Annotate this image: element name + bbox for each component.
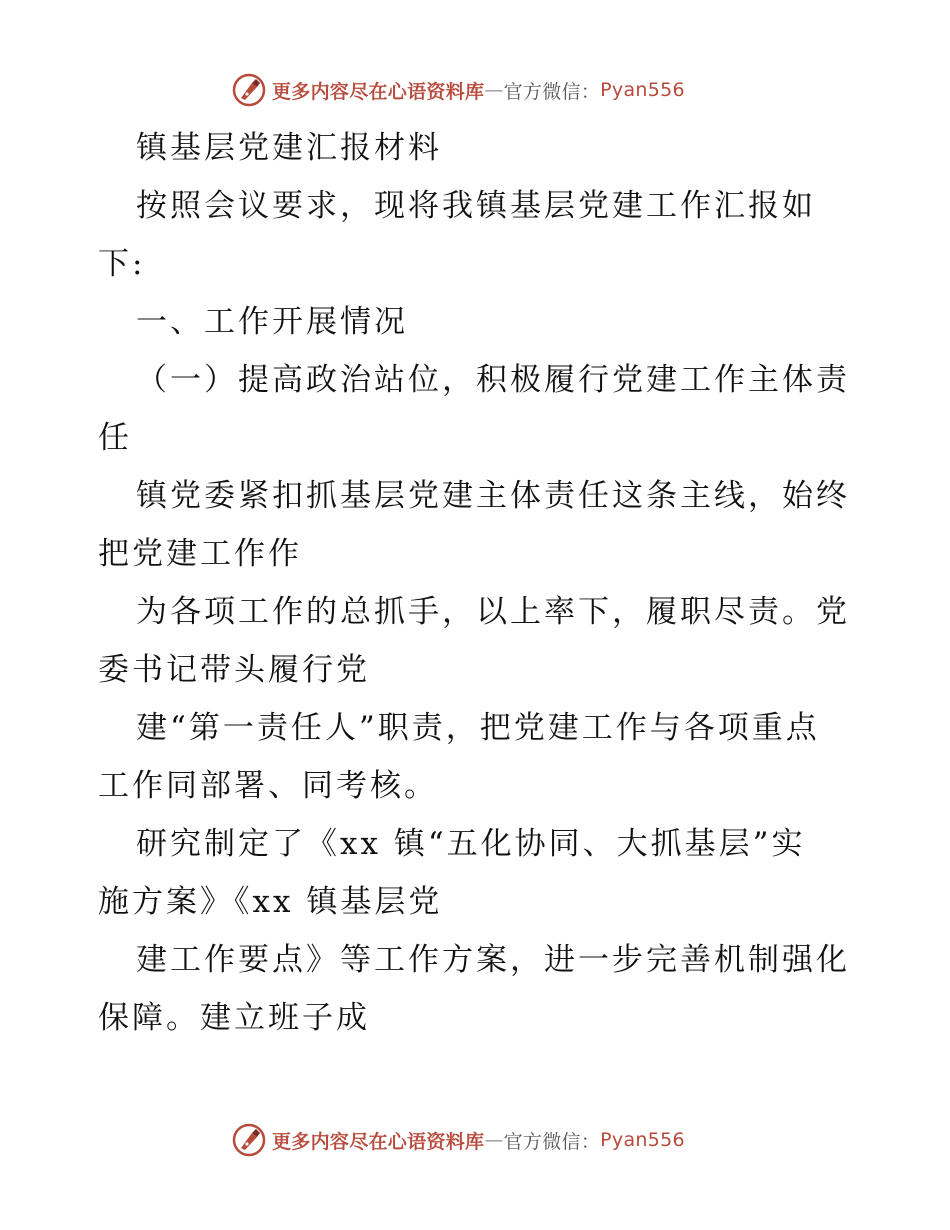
subsection-heading: （一）提高政治站位，积极履行党建工作主体责 (136, 362, 850, 398)
paragraph-line: 镇党委紧扣抓基层党建主体责任这条主线，始终 (136, 478, 850, 514)
watermark-wechat-id: Pyan556 (600, 79, 685, 101)
paragraph-line: 下: (98, 246, 146, 282)
paragraph-line: 建工作要点》等工作方案，进一步完善机制强化 (136, 942, 850, 978)
paragraph-line: 按照会议要求，现将我镇基层党建工作汇报如 (136, 188, 816, 224)
watermark-separator: — (484, 79, 504, 101)
paragraph-line: 研究制定了《xx 镇“五化协同、大抓基层”实 (136, 826, 806, 862)
watermark-main-text: 更多内容尽在心语资料库 (272, 1130, 485, 1153)
paragraph-line: 保障。建立班子成 (98, 1000, 370, 1036)
watermark-wechat-label: 官方微信： (503, 80, 601, 103)
paragraph-line: 把党建工作作 (98, 536, 302, 572)
watermark-main-text: 更多内容尽在心语资料库 (272, 80, 485, 103)
watermark-separator: — (484, 1129, 504, 1151)
paragraph-line: 施方案》《xx 镇基层党 (98, 884, 443, 920)
document-title: 镇基层党建汇报材料 (136, 130, 442, 166)
pen-nib-logo-icon (232, 1123, 266, 1157)
section-heading: 一、工作开展情况 (136, 304, 408, 340)
watermark-wechat-id: Pyan556 (600, 1129, 685, 1151)
document-body (98, 119, 858, 1047)
paragraph-line: 工作同部署、同考核。 (98, 768, 438, 804)
paragraph-line: 委书记带头履行党 (98, 652, 370, 688)
paragraph-line: 建“第一责任人”职责，把党建工作与各项重点 (136, 710, 820, 746)
footer-watermark (232, 1122, 685, 1158)
paragraph-line: 为各项工作的总抓手，以上率下，履职尽责。党 (136, 594, 850, 630)
watermark-wechat-label: 官方微信： (503, 1130, 601, 1153)
pen-nib-logo-icon (232, 73, 266, 107)
subsection-heading-continued: 任 (98, 420, 132, 456)
header-watermark (232, 72, 685, 108)
